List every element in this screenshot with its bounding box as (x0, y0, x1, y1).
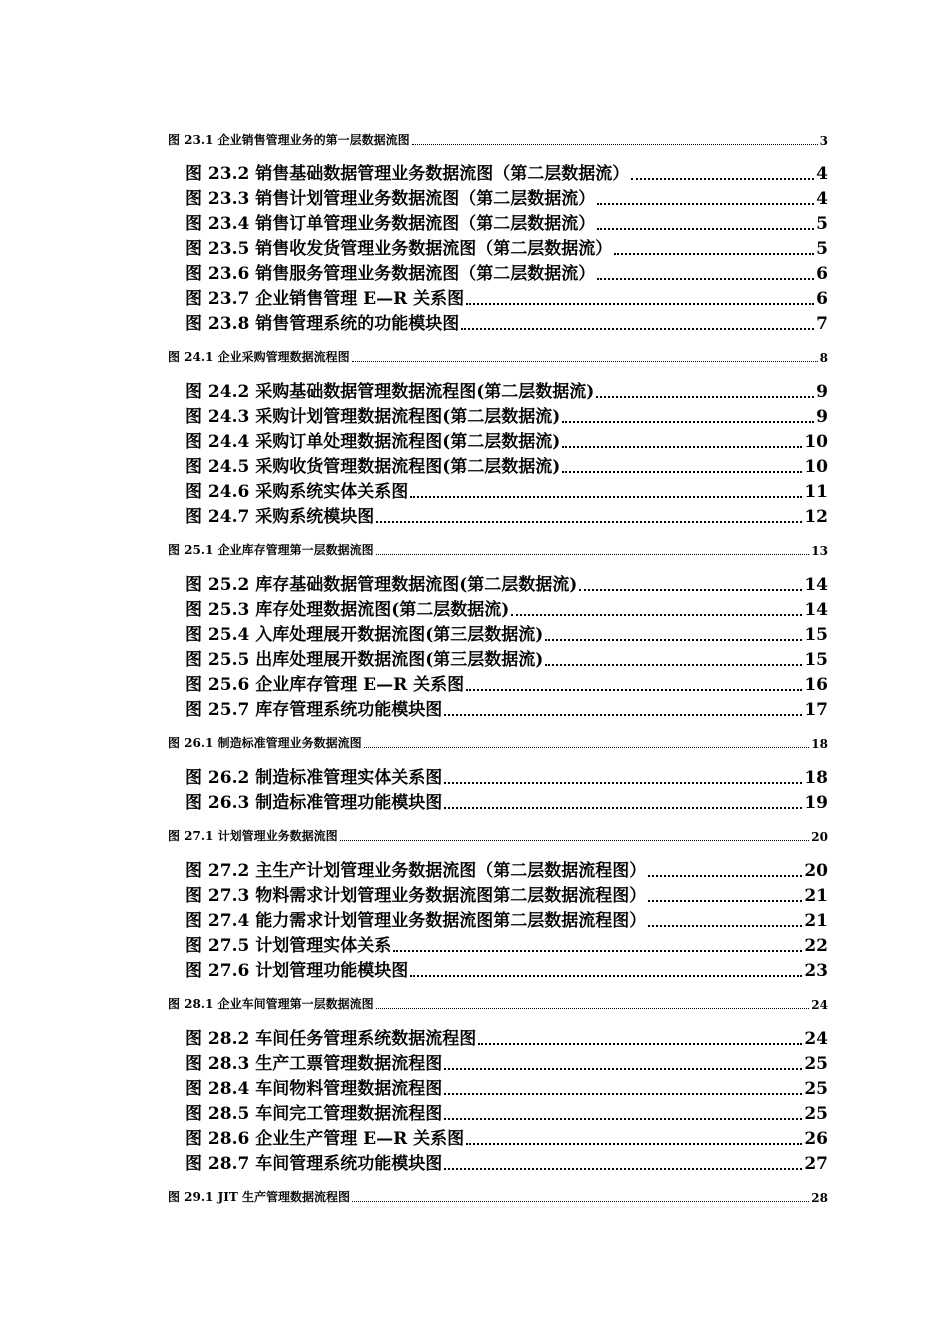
dot-leader (410, 484, 802, 498)
toc-entry[interactable] (185, 428, 828, 452)
toc-entry-title: 图 25.2 库存基础数据管理数据流图(第二层数据流) (185, 575, 578, 595)
toc-entry-title: 图 23.7 企业销售管理 E—R 关系图 (185, 289, 465, 309)
toc-entry-page-number: 9 (816, 382, 828, 402)
toc-entry-title: 图 23.2 销售基础数据管理业务数据流图（第二层数据流） (185, 164, 630, 184)
toc-entry-page-number: 21 (804, 886, 828, 906)
dot-leader (444, 1081, 802, 1095)
toc-entry[interactable] (168, 996, 828, 1012)
toc-entry[interactable] (185, 621, 828, 645)
toc-entry-page-number: 18 (811, 737, 828, 751)
toc-entry[interactable] (185, 1125, 828, 1149)
toc-entry-page-number: 10 (804, 457, 828, 477)
toc-entry[interactable] (185, 1150, 828, 1174)
dot-leader (410, 963, 802, 977)
toc-entry[interactable] (185, 378, 828, 402)
toc-entry-page-number: 14 (804, 575, 828, 595)
toc-entry-title: 图 28.4 车间物料管理数据流程图 (185, 1079, 443, 1099)
toc-entry-title: 图 28.6 企业生产管理 E—R 关系图 (185, 1129, 465, 1149)
dot-leader (466, 291, 814, 305)
toc-entry-title: 图 25.1 企业库存管理第一层数据流图 (168, 543, 374, 557)
toc-entry[interactable] (185, 285, 828, 309)
dot-leader (444, 770, 802, 784)
toc-entry-page-number: 10 (804, 432, 828, 452)
toc-entry[interactable] (185, 696, 828, 720)
dot-leader (444, 1056, 802, 1070)
toc-entry[interactable] (185, 596, 828, 620)
toc-entry-title: 图 27.2 主生产计划管理业务数据流图（第二层数据流程图） (185, 861, 647, 881)
toc-entry[interactable] (185, 310, 828, 334)
toc-entry-page-number: 3 (819, 134, 828, 148)
dot-leader (614, 241, 814, 255)
dot-leader (444, 1106, 802, 1120)
toc-entry[interactable] (185, 646, 828, 670)
toc-entry[interactable] (185, 1075, 828, 1099)
toc-entry-title: 图 24.1 企业采购管理数据流程图 (168, 350, 350, 364)
toc-entry-title: 图 23.6 销售服务管理业务数据流图（第二层数据流） (185, 264, 596, 284)
toc-entry-title: 图 23.3 销售计划管理业务数据流图（第二层数据流） (185, 189, 596, 209)
toc-entry-page-number: 26 (804, 1129, 828, 1149)
toc-entry-page-number: 22 (804, 936, 828, 956)
toc-entry[interactable] (185, 1100, 828, 1124)
toc-entry-page-number: 4 (816, 164, 828, 184)
toc-entry-title: 图 25.3 库存处理数据流图(第二层数据流) (185, 600, 510, 620)
toc-entry-title: 图 24.6 采购系统实体关系图 (185, 482, 409, 502)
dot-leader (648, 888, 802, 902)
dot-leader (376, 545, 810, 555)
toc-entry[interactable] (185, 907, 828, 931)
toc-entry-title: 图 26.1 制造标准管理业务数据流图 (168, 736, 362, 750)
toc-entry-page-number: 25 (804, 1104, 828, 1124)
toc-entry[interactable] (185, 1050, 828, 1074)
toc-entry-page-number: 28 (811, 1191, 828, 1205)
dot-leader (631, 166, 814, 180)
toc-entry[interactable] (168, 1189, 828, 1205)
toc-entry-page-number: 13 (811, 544, 828, 558)
toc-entry-title: 图 28.2 车间任务管理系统数据流程图 (185, 1029, 477, 1049)
dot-leader (545, 627, 802, 641)
toc-entry[interactable] (185, 478, 828, 502)
toc-entry-page-number: 20 (804, 861, 828, 881)
toc-entry[interactable] (185, 160, 828, 184)
toc-entry-title: 图 23.8 销售管理系统的功能模块图 (185, 314, 460, 334)
toc-entry-title: 图 28.7 车间管理系统功能模块图 (185, 1154, 443, 1174)
toc-entry[interactable] (185, 403, 828, 427)
toc-entry[interactable] (168, 132, 828, 148)
toc-entry-title: 图 25.7 库存管理系统功能模块图 (185, 700, 443, 720)
dot-leader (648, 863, 802, 877)
toc-entry-page-number: 17 (804, 700, 828, 720)
toc-entry-title: 图 25.6 企业库存管理 E—R 关系图 (185, 675, 465, 695)
toc-entry[interactable] (168, 542, 828, 558)
toc-entry[interactable] (185, 957, 828, 981)
toc-entry-title: 图 27.1 计划管理业务数据流图 (168, 829, 338, 843)
toc-entry[interactable] (185, 503, 828, 527)
toc-entry-page-number: 23 (804, 961, 828, 981)
toc-entry-page-number: 11 (804, 482, 828, 502)
toc-entry-title: 图 26.3 制造标准管理功能模块图 (185, 793, 443, 813)
dot-leader (466, 677, 802, 691)
dot-leader (597, 266, 814, 280)
toc-entry-page-number: 5 (816, 239, 828, 259)
toc-entry-title: 图 28.5 车间完工管理数据流程图 (185, 1104, 443, 1124)
dot-leader (444, 1156, 802, 1170)
toc-entry[interactable] (185, 571, 828, 595)
toc-entry-page-number: 7 (816, 314, 828, 334)
dot-leader (376, 509, 802, 523)
toc-entry-page-number: 24 (811, 998, 828, 1012)
toc-entry[interactable] (168, 828, 828, 844)
dot-leader (597, 216, 814, 230)
dot-leader (478, 1031, 802, 1045)
dot-leader (562, 459, 802, 473)
toc-entry[interactable] (185, 671, 828, 695)
dot-leader (562, 434, 802, 448)
dot-leader (579, 577, 802, 591)
toc-entry-page-number: 16 (804, 675, 828, 695)
toc-entry-page-number: 21 (804, 911, 828, 931)
toc-entry-page-number: 6 (816, 264, 828, 284)
toc-entry-title: 图 23.4 销售订单管理业务数据流图（第二层数据流） (185, 214, 596, 234)
toc-entry-page-number: 19 (804, 793, 828, 813)
dot-leader (340, 831, 810, 841)
toc-entry-title: 图 23.5 销售收发货管理业务数据流图（第二层数据流） (185, 239, 613, 259)
dot-leader (545, 652, 802, 666)
dot-leader (393, 938, 802, 952)
toc-entry-title: 图 25.5 出库处理展开数据流图(第三层数据流) (185, 650, 544, 670)
toc-entry-title: 图 24.4 采购订单处理数据流程图(第二层数据流) (185, 432, 561, 452)
toc-entry[interactable] (185, 185, 828, 209)
toc-entry[interactable] (185, 764, 828, 788)
dot-leader (596, 384, 814, 398)
dot-leader (364, 738, 810, 748)
toc-entry-page-number: 15 (804, 650, 828, 670)
toc-entry-page-number: 25 (804, 1054, 828, 1074)
toc-entry-page-number: 27 (804, 1154, 828, 1174)
toc-entry-title: 图 27.6 计划管理功能模块图 (185, 961, 409, 981)
dot-leader (461, 316, 814, 330)
toc-entry-page-number: 25 (804, 1079, 828, 1099)
toc-entry-page-number: 4 (816, 189, 828, 209)
toc-entry-page-number: 9 (816, 407, 828, 427)
dot-leader (597, 191, 814, 205)
toc-entry[interactable] (185, 235, 828, 259)
toc-entry-page-number: 12 (804, 507, 828, 527)
toc-entry-title: 图 24.3 采购计划管理数据流程图(第二层数据流) (185, 407, 561, 427)
toc-entry[interactable] (185, 932, 828, 956)
toc-entry-title: 图 29.1 JIT 生产管理数据流程图 (168, 1190, 350, 1204)
toc-entry-title: 图 23.1 企业销售管理业务的第一层数据流图 (168, 133, 410, 147)
toc-entry-page-number: 15 (804, 625, 828, 645)
toc-entry-title: 图 24.2 采购基础数据管理数据流程图(第二层数据流) (185, 382, 595, 402)
toc-entry-page-number: 20 (811, 830, 828, 844)
toc-entry-page-number: 18 (804, 768, 828, 788)
dot-leader (376, 999, 810, 1009)
toc-entry-title: 图 24.5 采购收货管理数据流程图(第二层数据流) (185, 457, 561, 477)
toc-entry-page-number: 5 (816, 214, 828, 234)
dot-leader (648, 913, 802, 927)
toc-entry[interactable] (185, 453, 828, 477)
toc-entry-title: 图 26.2 制造标准管理实体关系图 (185, 768, 443, 788)
toc-entry[interactable] (185, 1025, 828, 1049)
dot-leader (511, 602, 802, 616)
dot-leader (352, 352, 818, 362)
toc-entry-title: 图 25.4 入库处理展开数据流图(第三层数据流) (185, 625, 544, 645)
toc-entry-title: 图 27.3 物料需求计划管理业务数据流图第二层数据流程图） (185, 886, 647, 906)
toc-entry-title: 图 24.7 采购系统模块图 (185, 507, 375, 527)
toc-entry[interactable] (185, 210, 828, 234)
dot-leader (444, 795, 802, 809)
dot-leader (412, 135, 818, 145)
toc-entry-page-number: 14 (804, 600, 828, 620)
toc-entry-page-number: 8 (819, 351, 828, 365)
toc-entry[interactable] (168, 349, 828, 365)
toc-entry-title: 图 28.1 企业车间管理第一层数据流图 (168, 997, 374, 1011)
toc-entry[interactable] (185, 789, 828, 813)
dot-leader (562, 409, 814, 423)
toc-entry[interactable] (185, 857, 828, 881)
toc-entry-title: 图 27.4 能力需求计划管理业务数据流图第二层数据流程图） (185, 911, 647, 931)
toc-entry-page-number: 6 (816, 289, 828, 309)
toc-entry[interactable] (168, 735, 828, 751)
toc-entry-page-number: 24 (804, 1029, 828, 1049)
toc-entry-title: 图 28.3 生产工票管理数据流程图 (185, 1054, 443, 1074)
dot-leader (352, 1192, 809, 1202)
dot-leader (444, 702, 802, 716)
toc-entry-title: 图 27.5 计划管理实体关系 (185, 936, 392, 956)
dot-leader (466, 1131, 802, 1145)
toc-entry[interactable] (185, 882, 828, 906)
toc-entry[interactable] (185, 260, 828, 284)
